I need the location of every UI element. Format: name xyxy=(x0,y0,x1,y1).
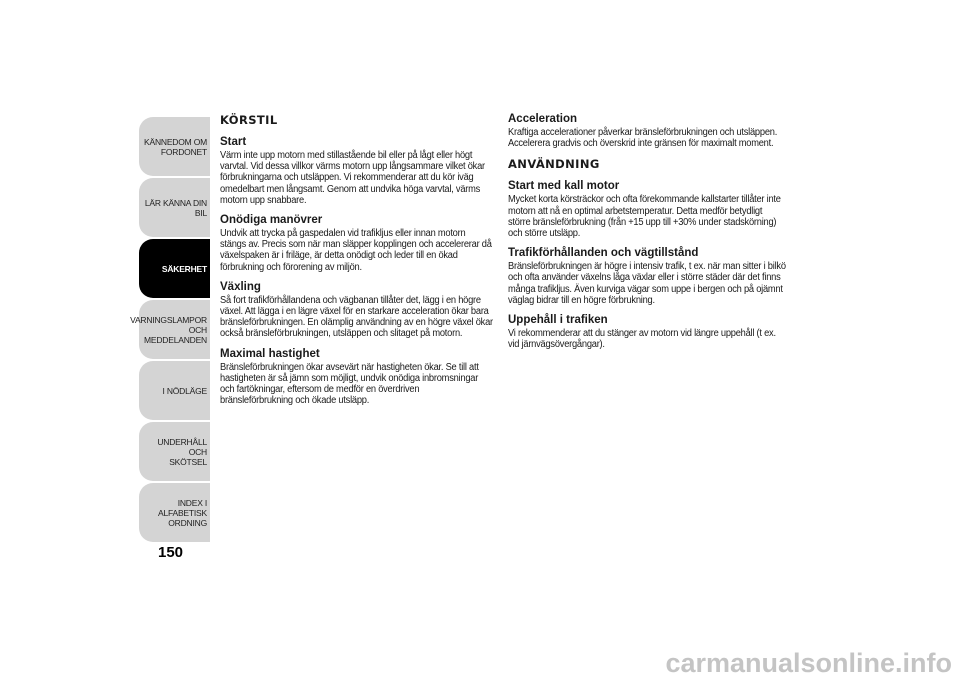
paragraph-uppehall: Vi rekommenderar att du stänger av motorn vid längre uppehåll (t ex. vid järnvägsövergångar). xyxy=(508,328,776,351)
section-title-anvandning: ANVÄNDNING xyxy=(508,157,600,172)
paragraph-maximal-hastighet: Bränsleförbrukningen ökar avsevärt när hastigheten ökar. Se till att hastigheten är så jämn som möjligt, undvik onödiga inbromsningar och fartökningar, eftersom de medför en överdriven bränsleförbrukning och ökade utsläpp. xyxy=(220,361,479,407)
paragraph-acceleration: Kraftiga accelerationer påverkar bränsleförbrukningen och utsläppen. Accelerera gradvis och överskrid inte gränsen för maximalt moment. xyxy=(508,127,778,150)
section-title-korstil: KÖRSTIL xyxy=(220,113,278,127)
content-column-right xyxy=(508,113,788,358)
sidebar-tab-label: INDEX I ALFABETISK ORDNING xyxy=(157,497,207,528)
content-column-left xyxy=(220,113,495,414)
heading-onodiga-manovrer: Onödiga manövrer xyxy=(220,214,323,227)
watermark-text: carmanualsonline.info xyxy=(665,648,952,678)
sidebar-tab-underhall[interactable] xyxy=(139,422,210,481)
sidebar-tab-label: LÄR KÄNNA DIN BIL xyxy=(144,197,207,218)
heading-start-kall-motor: Start med kall motor xyxy=(508,180,620,193)
heading-maximal-hastighet: Maximal hastighet xyxy=(220,347,320,360)
sidebar-tab-lar-kanna[interactable] xyxy=(139,178,210,237)
sidebar-tab-label: SÄKERHET xyxy=(161,263,207,274)
sidebar-tab-label: VARNINGSLAMPOR OCH MEDDELANDEN xyxy=(130,314,207,345)
paragraph-trafikforhallanden: Bränsleförbrukningen är högre i intensiv trafik, t ex. när man sitter i bilkö och ofta använder växelns låga växlar eller i större städer där det finns många trafikljus. Även kurviga vägar som uppe i bergen och på ojämnt väglag bidrar till en högre förbrukning. xyxy=(508,261,786,306)
paragraph-start: Värm inte upp motorn med stillastående bil eller på lågt eller högt varvtal. Vid dessa villkor värms motorn upp långsammare vilket ökar förbrukningarna och utsläppen. Vi rekommenderar att du kör iväg omedelbart men långsamt. Genom att undvika höga varvtal, värms motorn upp snabbare. xyxy=(220,150,485,206)
sidebar-tab-i-nodlage[interactable] xyxy=(139,361,210,420)
heading-start: Start xyxy=(220,136,247,148)
page-number: 150 xyxy=(158,544,184,561)
sidebar-tab-varningslampor[interactable] xyxy=(130,300,210,359)
sidebar-tab-label: KÄNNEDOM OM FORDONET xyxy=(144,136,207,157)
sidebar-tab-kannedom[interactable] xyxy=(139,117,210,176)
sidebar-tab-sakerhet[interactable] xyxy=(139,239,210,298)
heading-trafikforhallanden: Trafikförhållanden och vägtillstånd xyxy=(508,247,699,260)
sidebar-tab-label: UNDERHÅLL OCH SKÖTSEL xyxy=(157,436,207,467)
paragraph-vaxling: Så fort trafikförhållandena och vägbanan tillåter det, lägg i en högre växel. Att lägga i en lägre växel för en starkare acceleration ökar bara bränsleförbrukningen. En olämplig användning av en högre växel ökar också bränsleförbrukningen, utsläppen och slitaget på motorn. xyxy=(220,294,493,340)
watermark xyxy=(0,640,960,679)
sidebar-tab-label: I NÖDLÄGE xyxy=(162,385,207,396)
sidebar-tab-index[interactable] xyxy=(139,483,210,542)
heading-acceleration: Acceleration xyxy=(508,113,578,125)
heading-vaxling: Växling xyxy=(220,280,261,293)
paragraph-onodiga-manovrer: Undvik att trycka på gaspedalen vid trafikljus eller innan motorn stängs av. Precis som när man släpper kopplingen och accelererar då växelspaken är i friläge, är detta onödigt och leder till en ökad förbrukning och förorening av miljön. xyxy=(220,228,492,273)
heading-uppehall: Uppehåll i trafiken xyxy=(508,314,608,327)
paragraph-start-kall-motor: Mycket korta körsträckor och ofta förekommande kallstarter tillåter inte motorn att nå en optimal arbetstemperatur. Detta medför betydligt större bränsleförbrukning (från +15 upp till +30% under stadskörning) och större utsläpp. xyxy=(508,194,781,240)
